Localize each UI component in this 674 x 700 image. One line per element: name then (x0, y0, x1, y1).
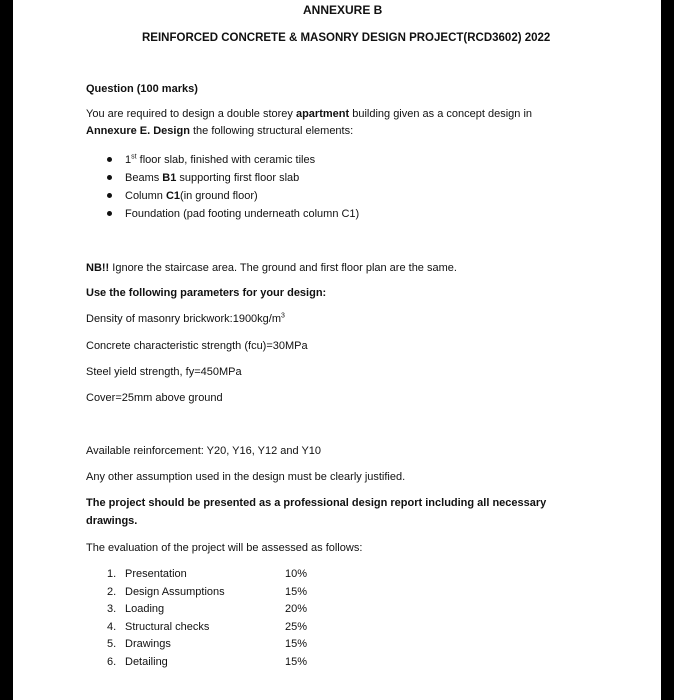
evaluation-row: 4. Structural checks 25% (107, 620, 308, 633)
annexure-heading: ANNEXURE B (303, 3, 383, 17)
bullet-icon (107, 211, 112, 216)
bullet-icon (107, 157, 112, 162)
bullet-icon (107, 193, 112, 198)
list-item: 1st floor slab, finished with ceramic tiles (107, 151, 359, 169)
report-note-line-1: The project should be presented as a professional design report including all necessary (86, 497, 547, 509)
concrete-strength: Concrete characteristic strength (fcu)=30MPa (86, 340, 308, 352)
evaluation-row: 2. Design Assumptions 15% (107, 585, 308, 598)
evaluation-list (107, 566, 337, 672)
intro-line-2: Annexure E. Design the following structural elements: (86, 125, 354, 137)
masonry-density: Density of masonry $brickwork:1900kg/m^3$ (86, 312, 285, 325)
parameters-heading: Use the following parameters for your design: (86, 287, 327, 299)
evaluation-row: 5. Drawings 15% (107, 638, 308, 651)
assumption-note: Any other assumption used in the design must be clearly justified. (86, 471, 406, 483)
available-reinforcement: Available reinforcement: Y20, Y16, Y12 and Y10 (86, 445, 322, 457)
list-item: Column C1(in ground floor) (107, 187, 359, 205)
project-title: REINFORCED CONCRETE & MASONRY DESIGN PROJECT(RCD3602) 2022 (142, 32, 551, 44)
question-heading: Question (100 marks) (86, 83, 198, 95)
intro-line-1: You are required to design a double storey apartment building given as a concept design in (86, 108, 533, 120)
evaluation-row: 1. Presentation 10% (107, 568, 308, 580)
nb-note: NB!! Ignore the staircase area. The ground and first floor plan are the same. (86, 262, 457, 274)
cover-value: Cover=25mm above ground (86, 392, 223, 404)
evaluation-row: 3. Loading 20% (107, 603, 308, 616)
evaluation-intro: The evaluation of the project will be assessed as follows: (86, 542, 363, 554)
bullet-icon (107, 175, 112, 180)
list-item: Foundation (pad footing underneath column C1) (107, 205, 359, 223)
steel-strength: Steel yield strength, fy=450MPa (86, 366, 242, 378)
list-item: Beams B1 supporting first floor slab (107, 169, 359, 187)
report-note-line-2: drawings. (86, 515, 138, 527)
document-page (13, 0, 661, 700)
evaluation-row: 6. Detailing 15% (107, 655, 308, 668)
structural-elements-list (107, 151, 359, 223)
